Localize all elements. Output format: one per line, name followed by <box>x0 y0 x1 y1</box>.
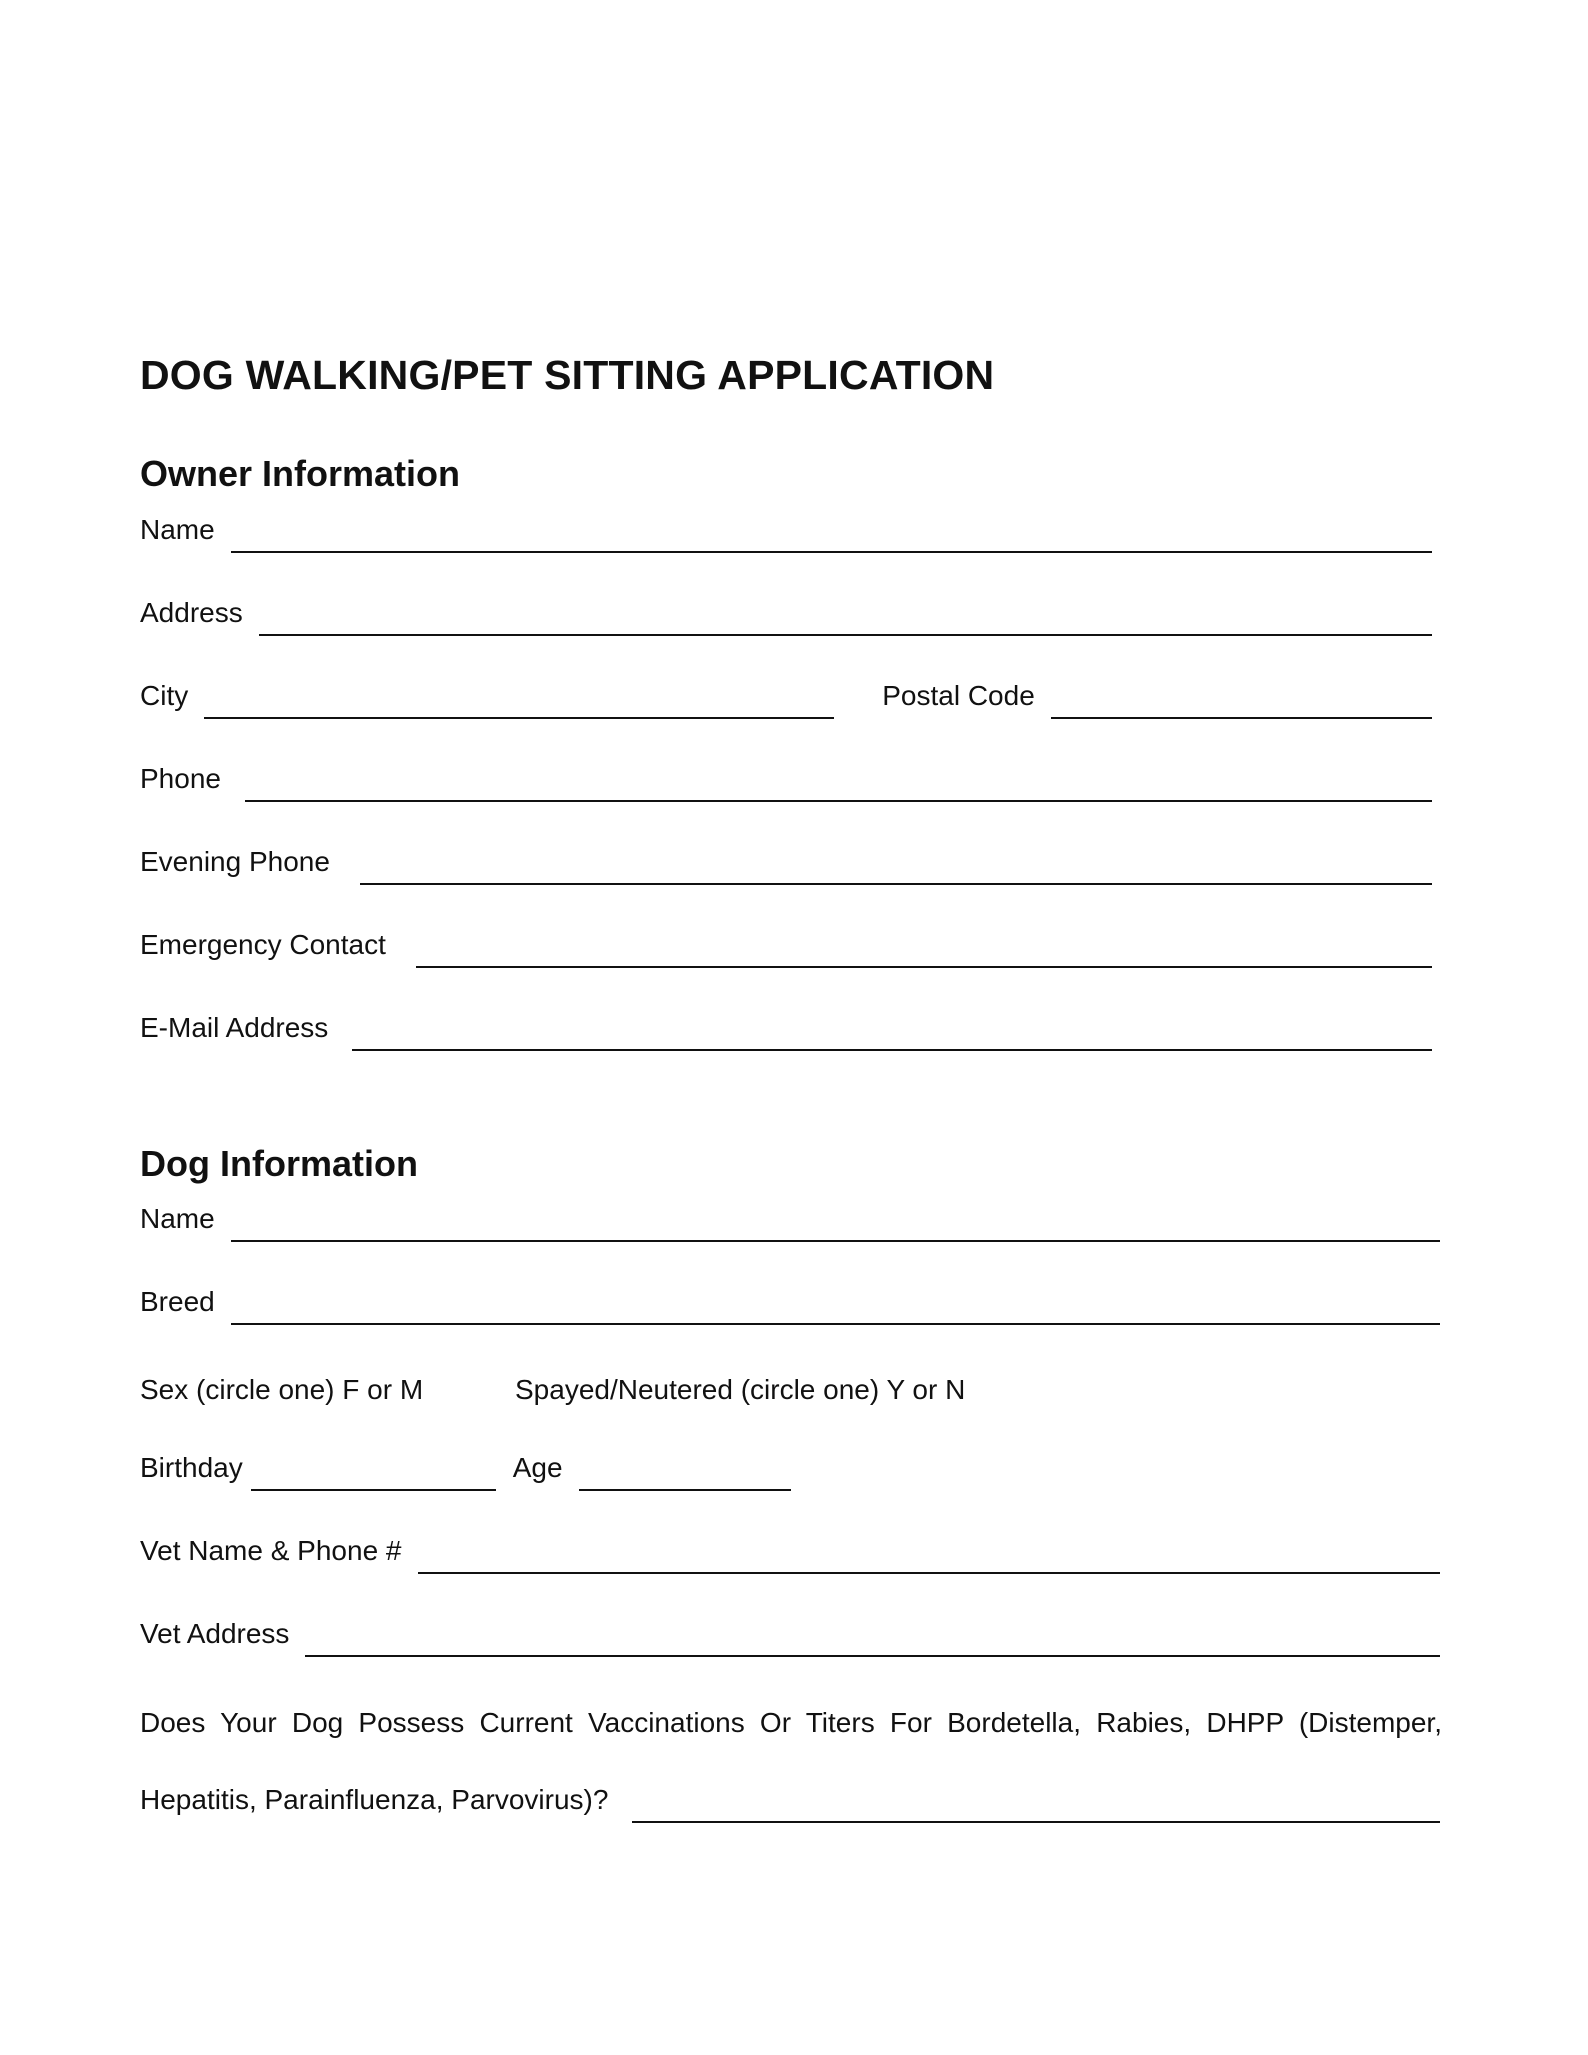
owner-email-label: E-Mail Address <box>140 1012 329 1043</box>
dog-vaccination-question-line2: Hepatitis, Parainfluenza, Parvovirus)? <box>140 1784 609 1815</box>
owner-city-postal-row <box>140 676 1432 720</box>
owner-postal-code-label: Postal Code <box>882 680 1035 711</box>
dog-vet-name-field[interactable] <box>418 1572 1440 1574</box>
dog-spayed-neutered-label: Spayed/Neutered (circle one) Y or N <box>515 1374 966 1405</box>
dog-information-heading: Dog Information <box>140 1143 418 1184</box>
dog-sex-label: Sex (circle one) F or M <box>140 1374 424 1405</box>
dog-vet-address-row <box>140 1614 1440 1658</box>
owner-emergency-contact-row <box>140 925 1432 969</box>
owner-email-row <box>140 1008 1432 1052</box>
owner-phone-field[interactable] <box>245 800 1432 802</box>
owner-postal-code-field[interactable] <box>1051 717 1432 719</box>
page-title: DOG WALKING/PET SITTING APPLICATION <box>140 352 995 398</box>
dog-name-row <box>140 1199 1440 1243</box>
dog-vaccination-question-line1: Does Your Dog Possess Current Vaccinations Or Titers For Bordetella, Rabies, DHPP (Distemper, <box>140 1707 1442 1738</box>
owner-name-label: Name <box>140 514 215 545</box>
dog-breed-label: Breed <box>140 1286 215 1317</box>
owner-name-field[interactable] <box>231 551 1432 553</box>
owner-evening-phone-row <box>140 842 1432 886</box>
owner-city-label: City <box>140 680 189 711</box>
owner-email-field[interactable] <box>352 1049 1432 1051</box>
owner-emergency-contact-label: Emergency Contact <box>140 929 386 960</box>
owner-name-row <box>140 510 1432 554</box>
owner-address-label: Address <box>140 597 243 628</box>
owner-address-row <box>140 593 1432 637</box>
dog-age-label: Age <box>512 1452 563 1483</box>
dog-age-field[interactable] <box>579 1489 791 1491</box>
owner-evening-phone-field[interactable] <box>360 883 1432 885</box>
dog-name-field[interactable] <box>231 1240 1440 1242</box>
owner-city-field[interactable] <box>204 717 834 719</box>
dog-vaccination-field[interactable] <box>632 1821 1440 1823</box>
owner-information-heading: Owner Information <box>140 453 461 494</box>
dog-vet-name-label: Vet Name & Phone # <box>140 1535 402 1566</box>
dog-name-label: Name <box>140 1203 215 1234</box>
owner-phone-row <box>140 759 1432 803</box>
dog-vet-address-field[interactable] <box>305 1655 1440 1657</box>
dog-vet-name-row <box>140 1531 1440 1575</box>
dog-vet-address-label: Vet Address <box>140 1618 290 1649</box>
dog-birthday-age-row <box>140 1448 840 1492</box>
dog-breed-row <box>140 1282 1440 1326</box>
dog-breed-field[interactable] <box>231 1323 1440 1325</box>
dog-vaccination-row <box>140 1780 1440 1824</box>
owner-emergency-contact-field[interactable] <box>416 966 1432 968</box>
dog-birthday-field[interactable] <box>251 1489 496 1491</box>
owner-evening-phone-label: Evening Phone <box>140 846 330 877</box>
dog-birthday-label: Birthday <box>140 1452 243 1483</box>
owner-address-field[interactable] <box>259 634 1432 636</box>
owner-phone-label: Phone <box>140 763 221 794</box>
